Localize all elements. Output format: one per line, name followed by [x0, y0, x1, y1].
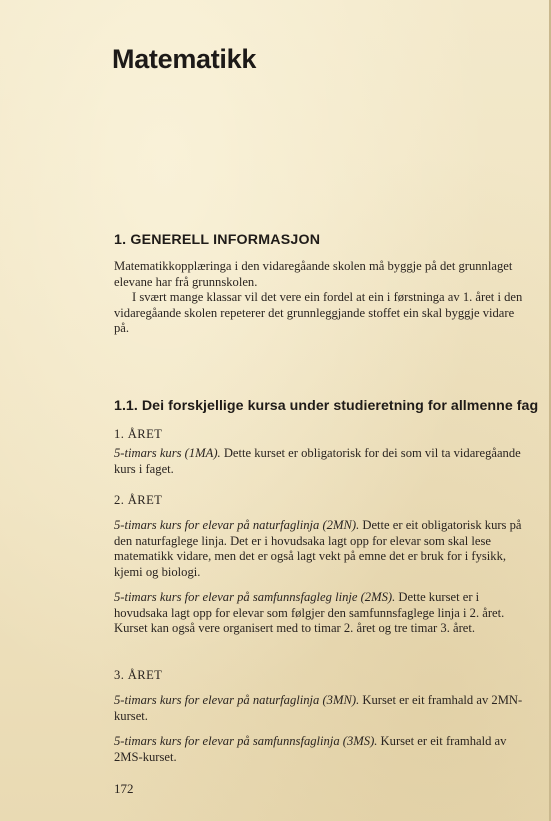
course-description-1ma: Dette kurset er obligatorisk for dei som vil ta vidaregåande kurs i faget. [114, 446, 521, 476]
course-paragraph-1ma [114, 446, 530, 477]
section-heading-general-information: 1. GENERELL INFORMASJON [114, 232, 321, 248]
year-label-3: 3. ÅRET [114, 668, 163, 682]
intro-paragraph-sentence-1: Matematikkopplæringa i den vidaregåande skolen må byggje på det grunnlaget elevane har frå grunnskolen. [114, 259, 513, 289]
year-label-2: 2. ÅRET [114, 493, 163, 507]
chapter-title: Matematikk [112, 44, 257, 74]
course-description-3ms: Kurset er eit framhald av 2MS-kurset. [114, 734, 507, 764]
course-name-3ms: 5-timars kurs for elevar på samfunnsfaglinja (3MS). [114, 734, 378, 748]
course-paragraph-2ms [114, 590, 530, 637]
intro-paragraph [114, 259, 530, 337]
course-description-3mn: Kurset er eit framhald av 2MN-kurset. [114, 693, 523, 723]
course-paragraph-3mn [114, 693, 530, 724]
intro-paragraph-sentence-2: I svært mange klassar vil det vere ein fordel at ein i førstninga av 1. året i den vidaregåande skolen repeterer det grunnleggjande stoffet ein skal byggje vidare på. [114, 290, 523, 336]
course-name-3mn: 5-timars kurs for elevar på naturfaglinja (3MN). [114, 693, 360, 707]
course-name-2ms: 5-timars kurs for elevar på samfunnsfagleg linje (2MS). [114, 590, 396, 604]
course-description-2ms: Dette kurset er i hovudsaka lagt opp for elevar som følgjer den samfunnsfaglege linja i 2. året. Kurset kan også vere organisert med to timar 2. året og tre timar 3. året. [114, 590, 505, 636]
section-heading-course-types: 1.1. Dei forskjellige kursa under studieretning for allmenne fag [114, 398, 539, 414]
course-paragraph-3ms [114, 734, 530, 765]
course-name-1ma: 5-timars kurs (1MA). [114, 446, 221, 460]
page-number: 172 [114, 781, 134, 796]
course-description-2mn: Dette er eit obligatorisk kurs på den naturfaglege linja. Det er i hovudsaka lagt opp for elevar som skal lese matematikk vidare, men det er også lagt vekt på emne det er bruk for i fysikk, kjemi og biologi. [114, 518, 522, 579]
course-paragraph-2mn [114, 518, 530, 580]
year-label-1: 1. ÅRET [114, 427, 163, 441]
course-name-2mn: 5-timars kurs for elevar på naturfaglinja (2MN). [114, 518, 360, 532]
